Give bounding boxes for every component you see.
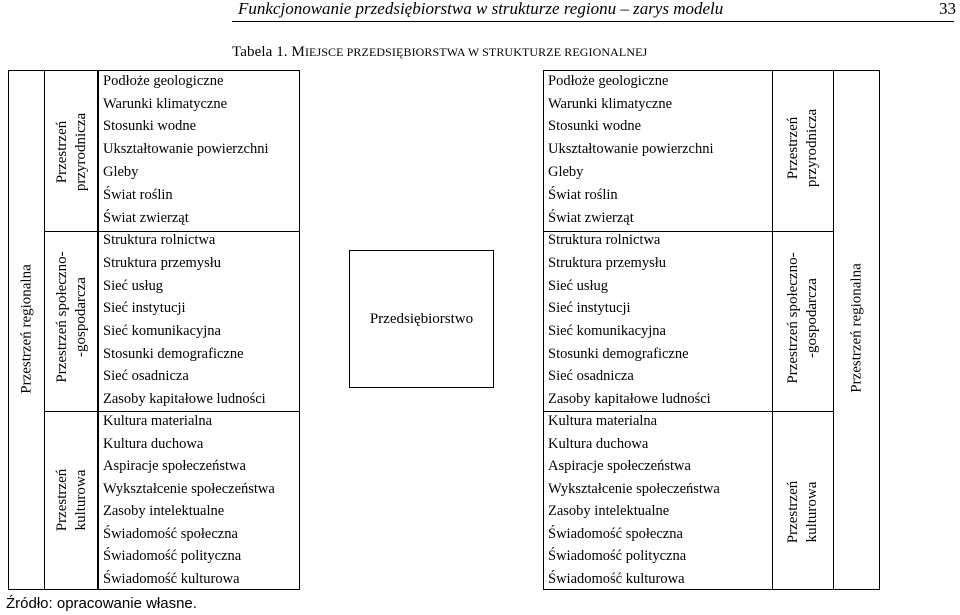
list-item: Warunki klimatyczne [103, 96, 228, 112]
right-region-label: Przestrzeń regionalna [848, 263, 865, 393]
page-number: 33 [939, 0, 956, 18]
enterprise-box [349, 250, 494, 388]
list-item: Stosunki wodne [548, 118, 642, 134]
list-item: Sieć osadnicza [548, 368, 634, 384]
list-item: Sieć usług [103, 278, 164, 294]
list-item: Świadomość polityczna [548, 548, 687, 564]
list-item: Kultura duchowa [103, 436, 204, 452]
list-item: Kultura duchowa [548, 436, 649, 452]
list-item: Sieć komunikacyjna [103, 323, 221, 339]
table-title-rest: IEJSCE PRZEDSIĘBIORSTWA W STRUKTURZE REGIONALNEJ [304, 45, 648, 59]
table-label: Tabela 1. [232, 44, 288, 60]
list-item: Struktura przemysłu [103, 255, 221, 271]
list-item: Świat roślin [103, 187, 173, 203]
header-rule [232, 21, 954, 22]
right-socio-label [784, 252, 822, 383]
list-item: Kultura materialna [103, 413, 213, 429]
list-item: Ukształtowanie powierzchni [103, 141, 269, 157]
list-item: Zasoby intelektualne [548, 503, 670, 519]
list-item: Stosunki demograficzne [548, 346, 689, 362]
list-item: Kultura materialna [548, 413, 658, 429]
list-item: Ukształtowanie powierzchni [548, 141, 714, 157]
list-item: Gleby [103, 164, 139, 180]
left-natural-label-text: Przestrzeń przyrodnicza [54, 112, 89, 192]
running-title: Funkcjonowanie przedsiębiorstwa w strukturze regionu – zarys modelu [238, 0, 724, 18]
list-item: Świadomość kulturowa [103, 571, 240, 587]
list-item: Struktura rolnictwa [103, 232, 216, 248]
enterprise-label: Przedsiębiorstwo [369, 310, 474, 327]
right-natural-label [784, 93, 822, 203]
list-item: Świat zwierząt [103, 210, 189, 226]
list-item: Zasoby kapitałowe ludności [548, 391, 711, 407]
list-item: Struktura przemysłu [548, 255, 666, 271]
list-item: Aspiracje społeczeństwa [548, 458, 691, 474]
list-item: Stosunki wodne [103, 118, 197, 134]
list-item: Sieć instytucji [548, 300, 631, 316]
list-item: Wykształcenie społeczeństwa [103, 481, 275, 497]
left-socio-line1: Przestrzeń społeczno- [54, 251, 70, 383]
table-title [232, 44, 647, 61]
source-note: Źródło: opracowanie własne. [6, 595, 197, 612]
list-item: Zasoby kapitałowe ludności [103, 391, 266, 407]
list-item: Świadomość polityczna [103, 548, 242, 564]
list-item: Warunki klimatyczne [548, 96, 673, 112]
left-socio-line2: -gospodarcza [73, 277, 89, 357]
list-item: Wykształcenie społeczeństwa [548, 481, 720, 497]
list-item: Sieć komunikacyjna [548, 323, 666, 339]
list-item: Świat zwierząt [548, 210, 634, 226]
left-cultural-label [53, 460, 91, 540]
left-natural-label [53, 97, 91, 207]
list-item: Sieć usług [548, 278, 609, 294]
list-item: Sieć osadnicza [103, 368, 189, 384]
list-item: Stosunki demograficzne [103, 346, 244, 362]
list-item: Zasoby intelektualne [103, 503, 225, 519]
list-item: Świadomość kulturowa [548, 571, 685, 587]
list-item: Świadomość społeczna [103, 526, 238, 542]
right-socio-line2: -gospodarcza [804, 278, 820, 358]
list-item: Świadomość społeczna [548, 526, 683, 542]
right-natural-label-text: Przestrzeń przyrodnicza [785, 108, 820, 188]
list-item: Podłoże geologiczne [548, 73, 669, 89]
left-cultural-label-text: Przestrzeń kulturowa [54, 468, 89, 532]
list-item: Gleby [548, 164, 584, 180]
list-item: Struktura rolnictwa [548, 232, 661, 248]
right-cultural-label-text: Przestrzeń kulturowa [785, 480, 820, 544]
list-item: Aspiracje społeczeństwa [103, 458, 246, 474]
list-item: Świat roślin [548, 187, 618, 203]
list-item: Sieć instytucji [103, 300, 186, 316]
left-socio-label [53, 251, 91, 382]
list-item: Podłoże geologiczne [103, 73, 224, 89]
table-title-initial: M [291, 44, 305, 60]
left-region-label: Przestrzeń regionalna [18, 264, 35, 394]
right-cultural-label [784, 472, 822, 552]
right-socio-line1: Przestrzeń społeczno- [785, 252, 801, 384]
